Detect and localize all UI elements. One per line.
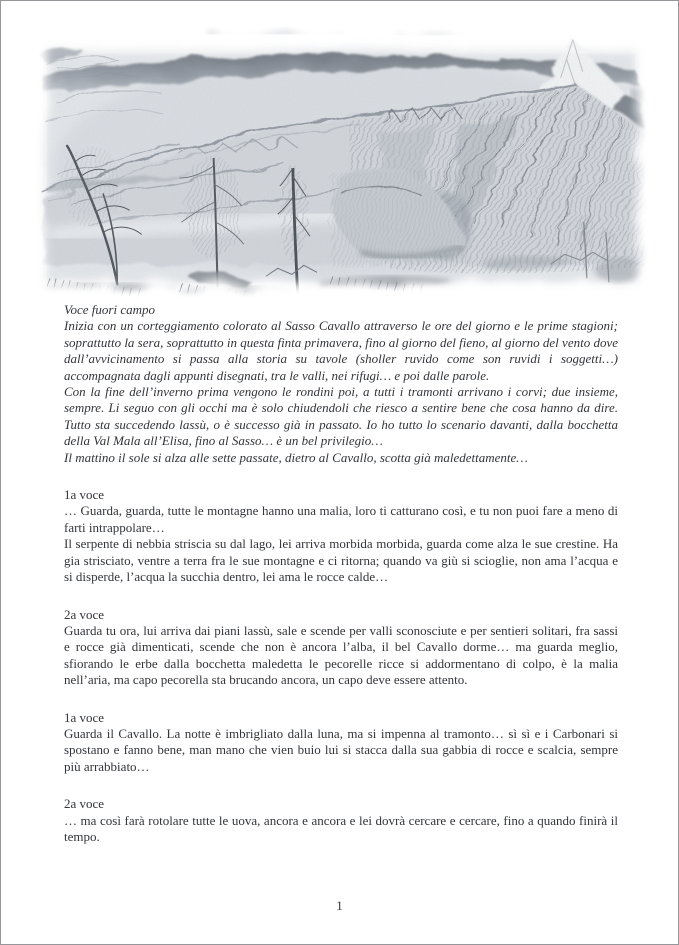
paragraph: Guarda il Cavallo. La notte è imbrigliato dalla luna, ma si impenna al tramonto… sì sì e i Carbonari si spostano e fanno bene, man mano che vien buio lui si stacca dalla sua gabbia di rocce e scalcia, sempre più arrabbiato… [64,725,618,774]
section-2a-voce-1 [64,607,618,689]
section-voce-fuori-campo [64,302,618,466]
page-text [64,302,618,845]
paragraph: … ma così farà rotolare tutte le uova, ancora e ancora e lei dovrà cercare e cercare, fino a quando finirà il tempo. [64,812,618,844]
section-2a-voce-2 [64,796,618,845]
section-heading: 1a voce [64,709,105,725]
section-heading: 2a voce [64,606,105,622]
paragraph: Guarda tu ora, lui arriva dai piani lassù, sale e scende per valli sconosciute e per sentieri solitari, fra sassi e rocce già dimenticati, scende che non è ancora l’alba, il bel Cavallo dorme… ma guarda meglio, sfiorando le erbe dalla bocchetta maledetta le pecorelle ricce si addormentano di colpo, è la malia nell’aria, ma capo pecorella sta brucando ancora, un capo deve essere attento. [64,622,618,688]
page-number: 1 [336,898,343,913]
mountain-sketch-illustration [29,25,651,297]
section-heading: Voce fuori campo [64,302,155,317]
paragraph: … Guarda, guarda, tutte le montagne hanno una malia, loro ti catturano così, e tu non puoi fare a meno di farti intrappolare… [64,503,618,535]
section-1a-voce-1 [64,487,618,585]
paragraph: Il mattino il sole si alza alle sette passate, dietro al Cavallo, scotta già maledettamente… [64,449,528,465]
paragraph: Il serpente di nebbia striscia su dal lago, lei arriva morbida morbida, guarda come alza le sue crestine. Ha gia strisciato, ventre a terra fra le sue montagne e ci ritorna; quando va giù si scioglie, non ama l’acqua e si disperde, l’acqua la succhia dentro, lei ama le rocce calde… [64,536,618,585]
section-heading: 2a voce [64,796,105,812]
paragraph: Con la fine dell’inverno prima vengono le rondini poi, a tutti i tramonti arrivano i corvi; due insieme, sempre. Li seguo con gli occhi ma è solo chiudendoli che riesco a sentire bene che cosa hanno da dire. Tutto sta succedendo lassù, o è successo già in passato. Io ho tutto lo scenario davanti, dalla bocchetta della Val Mala all’Elisa, fino al Sasso… è un bel privilegio… [64,384,618,449]
section-1a-voce-2 [64,710,618,776]
paragraph: Inizia con un corteggiamento colorato al Sasso Cavallo attraverso le ore del giorno e le prime stagioni; soprattutto la sera, soprattutto in questa finta primavera, fino al giorno del fieno, al giorno del vento dove dall’avvicinamento si passa alla storia su tavole (sholler ruvido come son ruvidi i soggetti…) accompagnata dagli appunti disegnati, tra le valli, nei rifugi… e poi dalle parole. [64,318,618,383]
pencil-mountain-drawing [29,25,651,297]
section-heading: 1a voce [64,487,105,503]
paper-grain [47,54,635,283]
